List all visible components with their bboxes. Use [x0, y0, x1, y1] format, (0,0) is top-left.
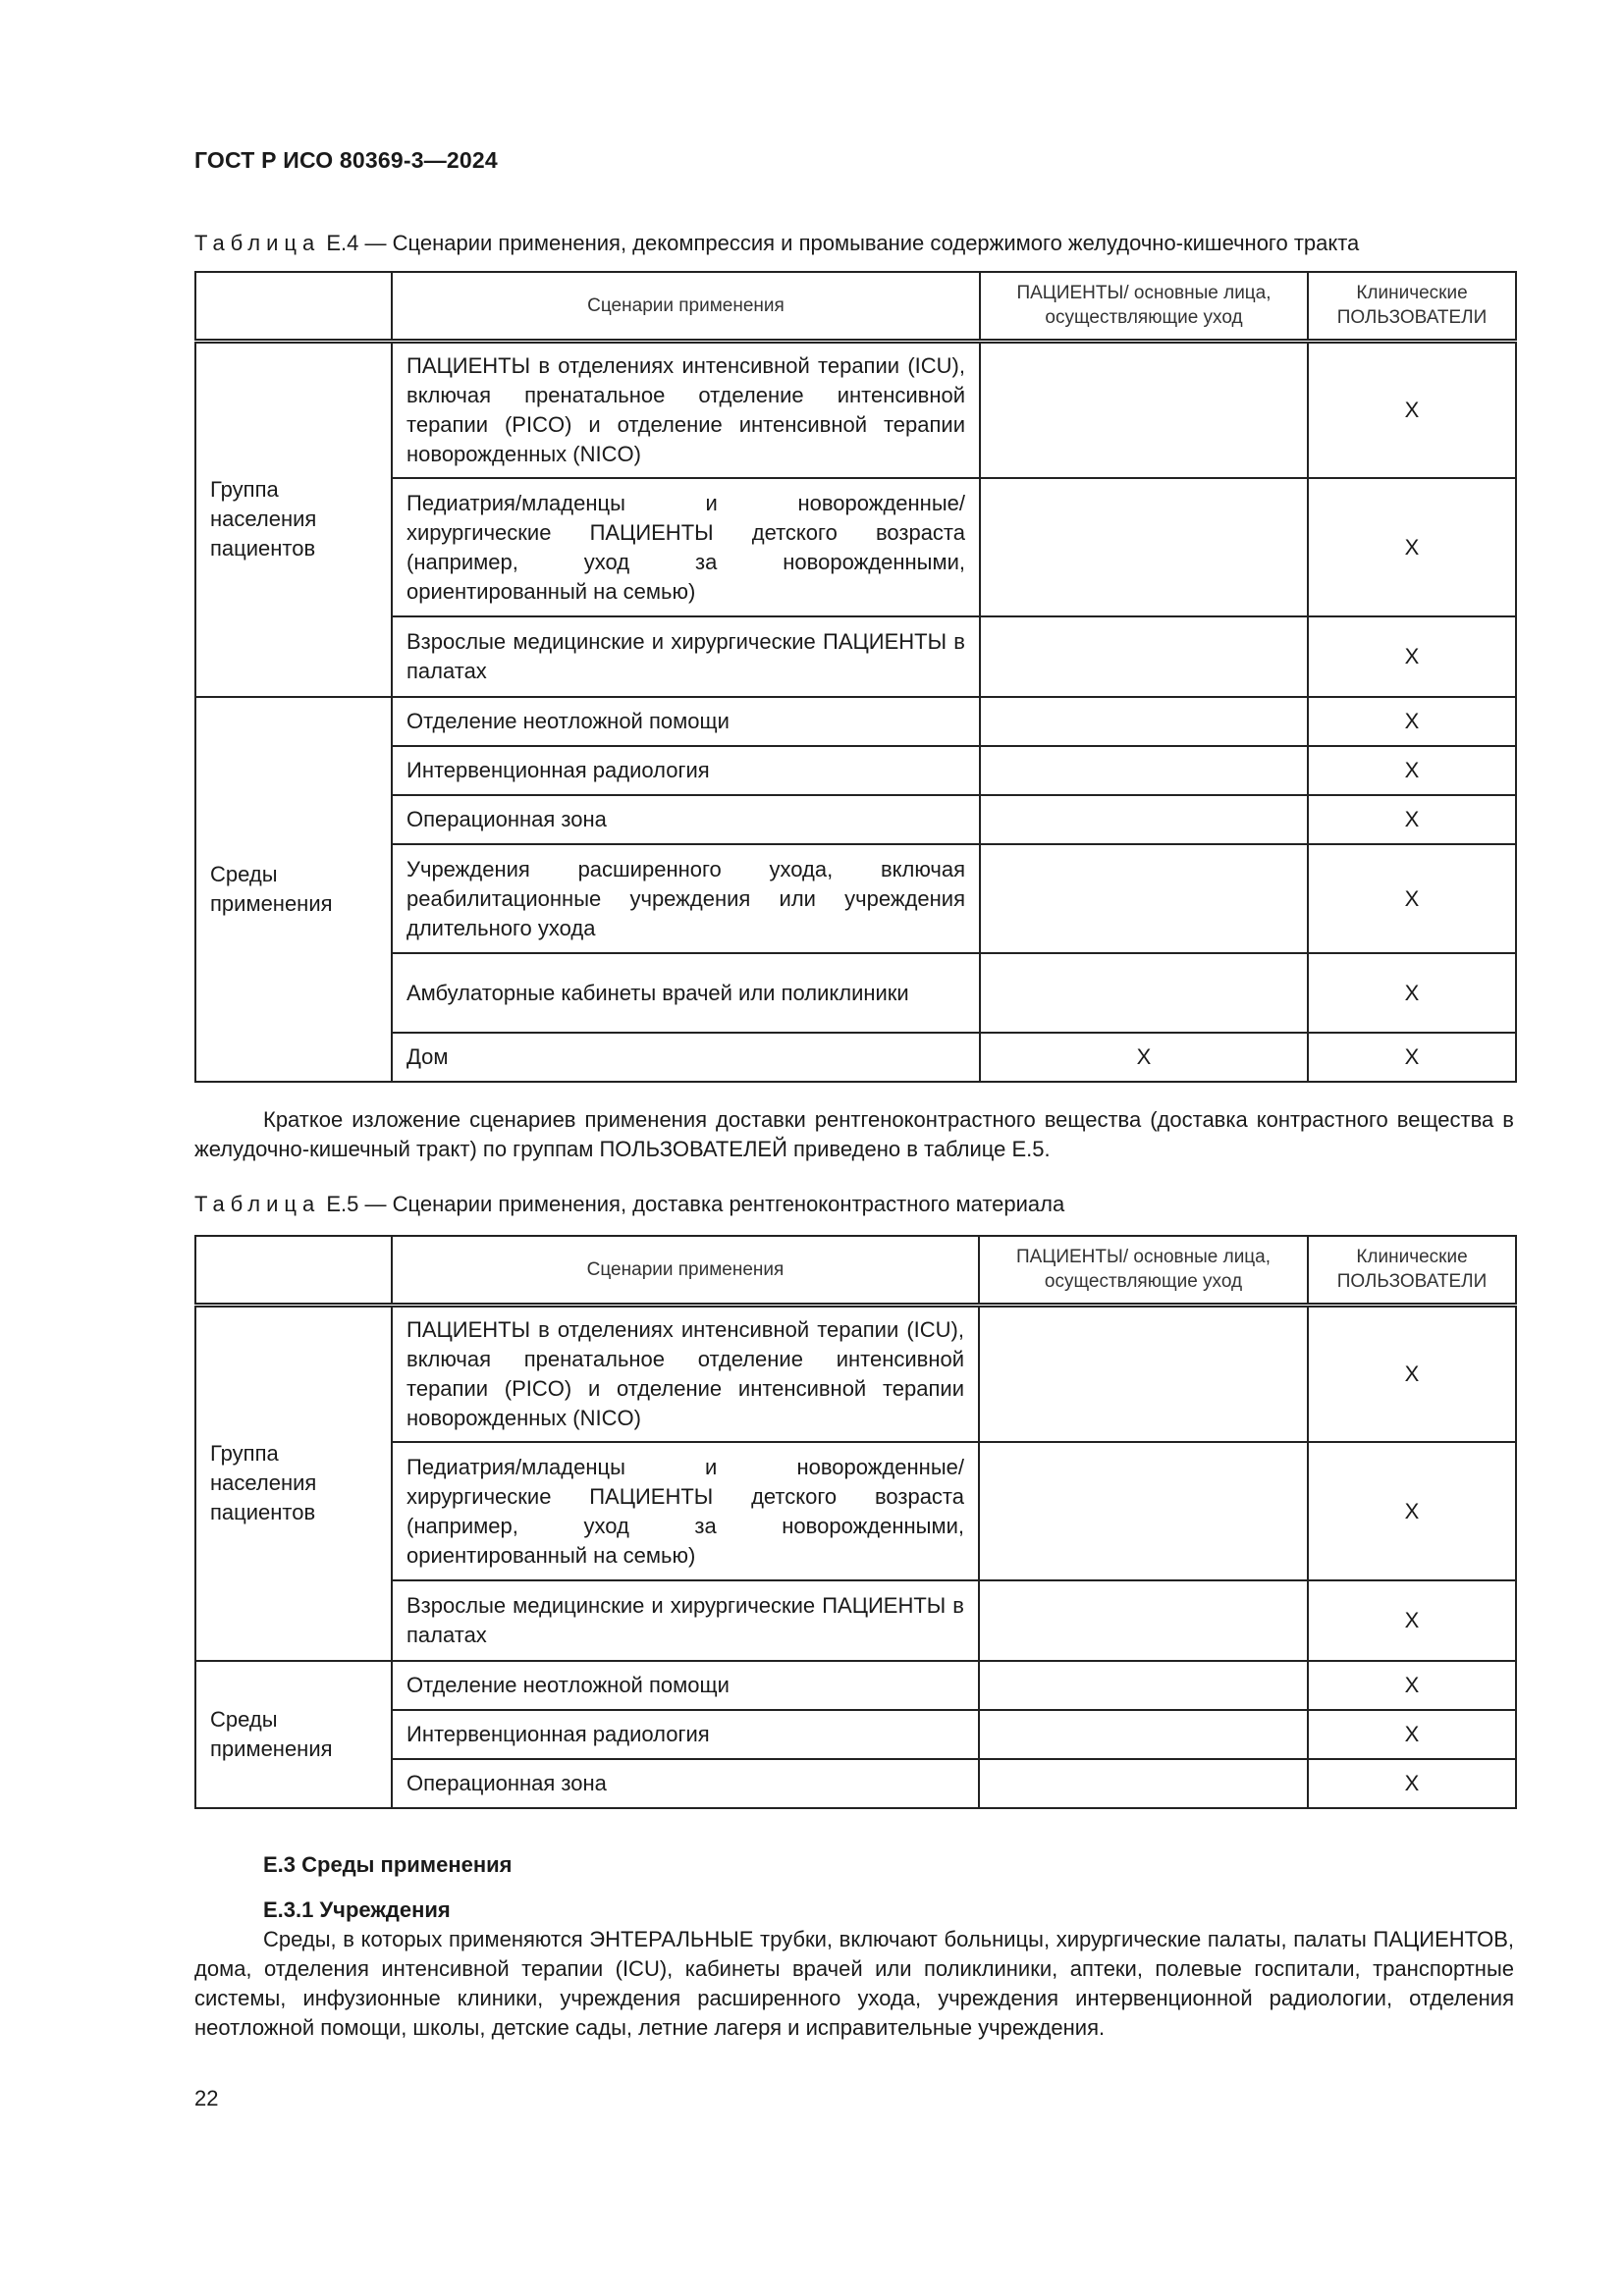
- table-e5-scenario: Операционная зона: [392, 1759, 979, 1808]
- table-e4-patients-mark: [980, 953, 1308, 1033]
- table-e4-scenario: Амбулаторные кабинеты врачей или поликлиники: [392, 953, 980, 1033]
- table-e4-caption: [194, 229, 1359, 258]
- table-e4-clinical-mark: X: [1308, 795, 1516, 844]
- table-row: [195, 697, 1516, 746]
- table-e4-patients-mark: [980, 616, 1308, 697]
- table-e4-header-empty: [195, 272, 392, 341]
- table-e4-header-patients: ПАЦИЕНТЫ/ основные лица, осуществляющие уход: [980, 272, 1308, 341]
- table-e4-header-clinical: Клинические ПОЛЬЗОВАТЕЛИ: [1308, 272, 1516, 341]
- table-e4-scenario: Педиатрия/младенцы и новорожденные/ хирургические ПАЦИЕНТЫ детского возраста (например, уход за новорожденными, ориентированный на семью): [392, 478, 980, 616]
- page-number: 22: [194, 2086, 219, 2110]
- table-e4-patients-mark: [980, 844, 1308, 953]
- table-e5-scenario: Интервенционная радиология: [392, 1710, 979, 1759]
- document-header: ГОСТ Р ИСО 80369-3—2024: [194, 147, 498, 173]
- table-e4-patients-mark: [980, 478, 1308, 616]
- table-e4-clinical-mark: X: [1308, 746, 1516, 795]
- table-e4-group-environments: Среды применения: [195, 697, 392, 1082]
- table-e5-caption-prefix: Таблица: [194, 1192, 321, 1216]
- table-e4: [194, 271, 1517, 1083]
- table-e5-group-environments: Среды применения: [195, 1661, 392, 1808]
- table-row: [195, 795, 1516, 844]
- table-e4-caption-prefix: Таблица: [194, 231, 321, 255]
- table-e5-patients-mark: [979, 1759, 1308, 1808]
- table-e4-scenario: Интервенционная радиология: [392, 746, 980, 795]
- table-e5-header-empty: [195, 1236, 392, 1305]
- table-e5-scenario: ПАЦИЕНТЫ в отделениях интенсивной терапии (ICU), включая пренатальное отделение интенсивной терапии (PICO) и отделение интенсивной терапии новорожденных (NICO): [392, 1305, 979, 1442]
- table-e5-scenario: Взрослые медицинские и хирургические ПАЦИЕНТЫ в палатах: [392, 1580, 979, 1661]
- table-e4-scenario: Учреждения расширенного ухода, включая реабилитационные учреждения или учреждения длительного ухода: [392, 844, 980, 953]
- table-e5-patients-mark: [979, 1580, 1308, 1661]
- table-e5-patients-mark: [979, 1661, 1308, 1710]
- section-e31-body: Среды, в которых применяются ЭНТЕРАЛЬНЫЕ трубки, включают больницы, хирургические палаты, палаты ПАЦИЕНТОВ, дома, отделения интенсивной терапии (ICU), кабинеты врачей или поликлиники, аптеки, полевые госпитали, транспортные системы, инфузионные клиники, учреждения расширенного ухода, учреждения интервенционной радиологии, отделения неотложной помощи, школы, детские сады, летние лагеря и исправительные учреждения.: [194, 1927, 1514, 2040]
- table-e5-clinical-mark: X: [1308, 1580, 1516, 1661]
- table-e4-patients-mark: [980, 746, 1308, 795]
- table-e5-scenario: Отделение неотложной помощи: [392, 1661, 979, 1710]
- table-row: [195, 616, 1516, 697]
- table-row: [195, 746, 1516, 795]
- table-row: [195, 1710, 1516, 1759]
- table-e5-patients-mark: [979, 1305, 1308, 1442]
- table-e4-clinical-mark: X: [1308, 1033, 1516, 1082]
- table-e5-scenario: Педиатрия/младенцы и новорожденные/ хирургические ПАЦИЕНТЫ детского возраста (например, уход за новорожденными, ориентированный на семью): [392, 1442, 979, 1580]
- table-row: [195, 1661, 1516, 1710]
- table-row: [195, 1305, 1516, 1442]
- table-e5-clinical-mark: X: [1308, 1710, 1516, 1759]
- table-e5-caption: [194, 1190, 1064, 1219]
- table-row: [195, 341, 1516, 478]
- table-e4-clinical-mark: X: [1308, 844, 1516, 953]
- table-e5-header-scenario: Сценарии применения: [392, 1236, 979, 1305]
- table-e5-header-patients: ПАЦИЕНТЫ/ основные лица, осуществляющие уход: [979, 1236, 1308, 1305]
- table-e5-caption-text: Е.5 — Сценарии применения, доставка рентгеноконтрастного материала: [320, 1192, 1065, 1216]
- table-e4-clinical-mark: X: [1308, 616, 1516, 697]
- table-row: [195, 1442, 1516, 1580]
- table-e4-clinical-mark: X: [1308, 953, 1516, 1033]
- table-e4-patients-mark: X: [980, 1033, 1308, 1082]
- section-e31-heading: Е.3.1 Учреждения: [263, 1897, 451, 1922]
- table-e4-scenario: Операционная зона: [392, 795, 980, 844]
- table-row: [195, 1033, 1516, 1082]
- table-e5-clinical-mark: X: [1308, 1305, 1516, 1442]
- table-e5-clinical-mark: X: [1308, 1442, 1516, 1580]
- table-e4-patients-mark: [980, 697, 1308, 746]
- table-e5-header-clinical: Клинические ПОЛЬЗОВАТЕЛИ: [1308, 1236, 1516, 1305]
- table-e5: [194, 1235, 1517, 1809]
- table-e4-scenario: ПАЦИЕНТЫ в отделениях интенсивной терапии (ICU), включая пренатальное отделение интенсивной терапии (PICO) и отделение интенсивной терапии новорожденных (NICO): [392, 341, 980, 478]
- table-e4-scenario: Дом: [392, 1033, 980, 1082]
- table-row: [195, 953, 1516, 1033]
- table-row: [195, 844, 1516, 953]
- table-e5-patients-mark: [979, 1442, 1308, 1580]
- table-e4-group-patients: Группа населения пациентов: [195, 341, 392, 697]
- summary-paragraph: Краткое изложение сценариев применения доставки рентгеноконтрастного вещества (доставка контрастного вещества в желудочно-кишечный тракт) по группам ПОЛЬЗОВАТЕЛЕЙ приведено в таблице Е.5.: [194, 1107, 1514, 1161]
- section-e3-heading: Е.3 Среды применения: [263, 1852, 513, 1877]
- table-e4-scenario: Взрослые медицинские и хирургические ПАЦИЕНТЫ в палатах: [392, 616, 980, 697]
- table-e4-clinical-mark: X: [1308, 478, 1516, 616]
- table-e4-scenario: Отделение неотложной помощи: [392, 697, 980, 746]
- table-e5-patients-mark: [979, 1710, 1308, 1759]
- table-e4-clinical-mark: X: [1308, 341, 1516, 478]
- table-e4-header-scenario: Сценарии применения: [392, 272, 980, 341]
- table-row: [195, 1580, 1516, 1661]
- table-row: [195, 1759, 1516, 1808]
- table-e5-clinical-mark: X: [1308, 1759, 1516, 1808]
- table-e4-patients-mark: [980, 795, 1308, 844]
- table-e5-clinical-mark: X: [1308, 1661, 1516, 1710]
- table-e5-group-patients: Группа населения пациентов: [195, 1305, 392, 1661]
- table-e4-patients-mark: [980, 341, 1308, 478]
- table-e4-clinical-mark: X: [1308, 697, 1516, 746]
- table-e4-caption-text: Е.4 — Сценарии применения, декомпрессия и промывание содержимого желудочно-кишечного тракта: [320, 231, 1360, 255]
- table-row: [195, 478, 1516, 616]
